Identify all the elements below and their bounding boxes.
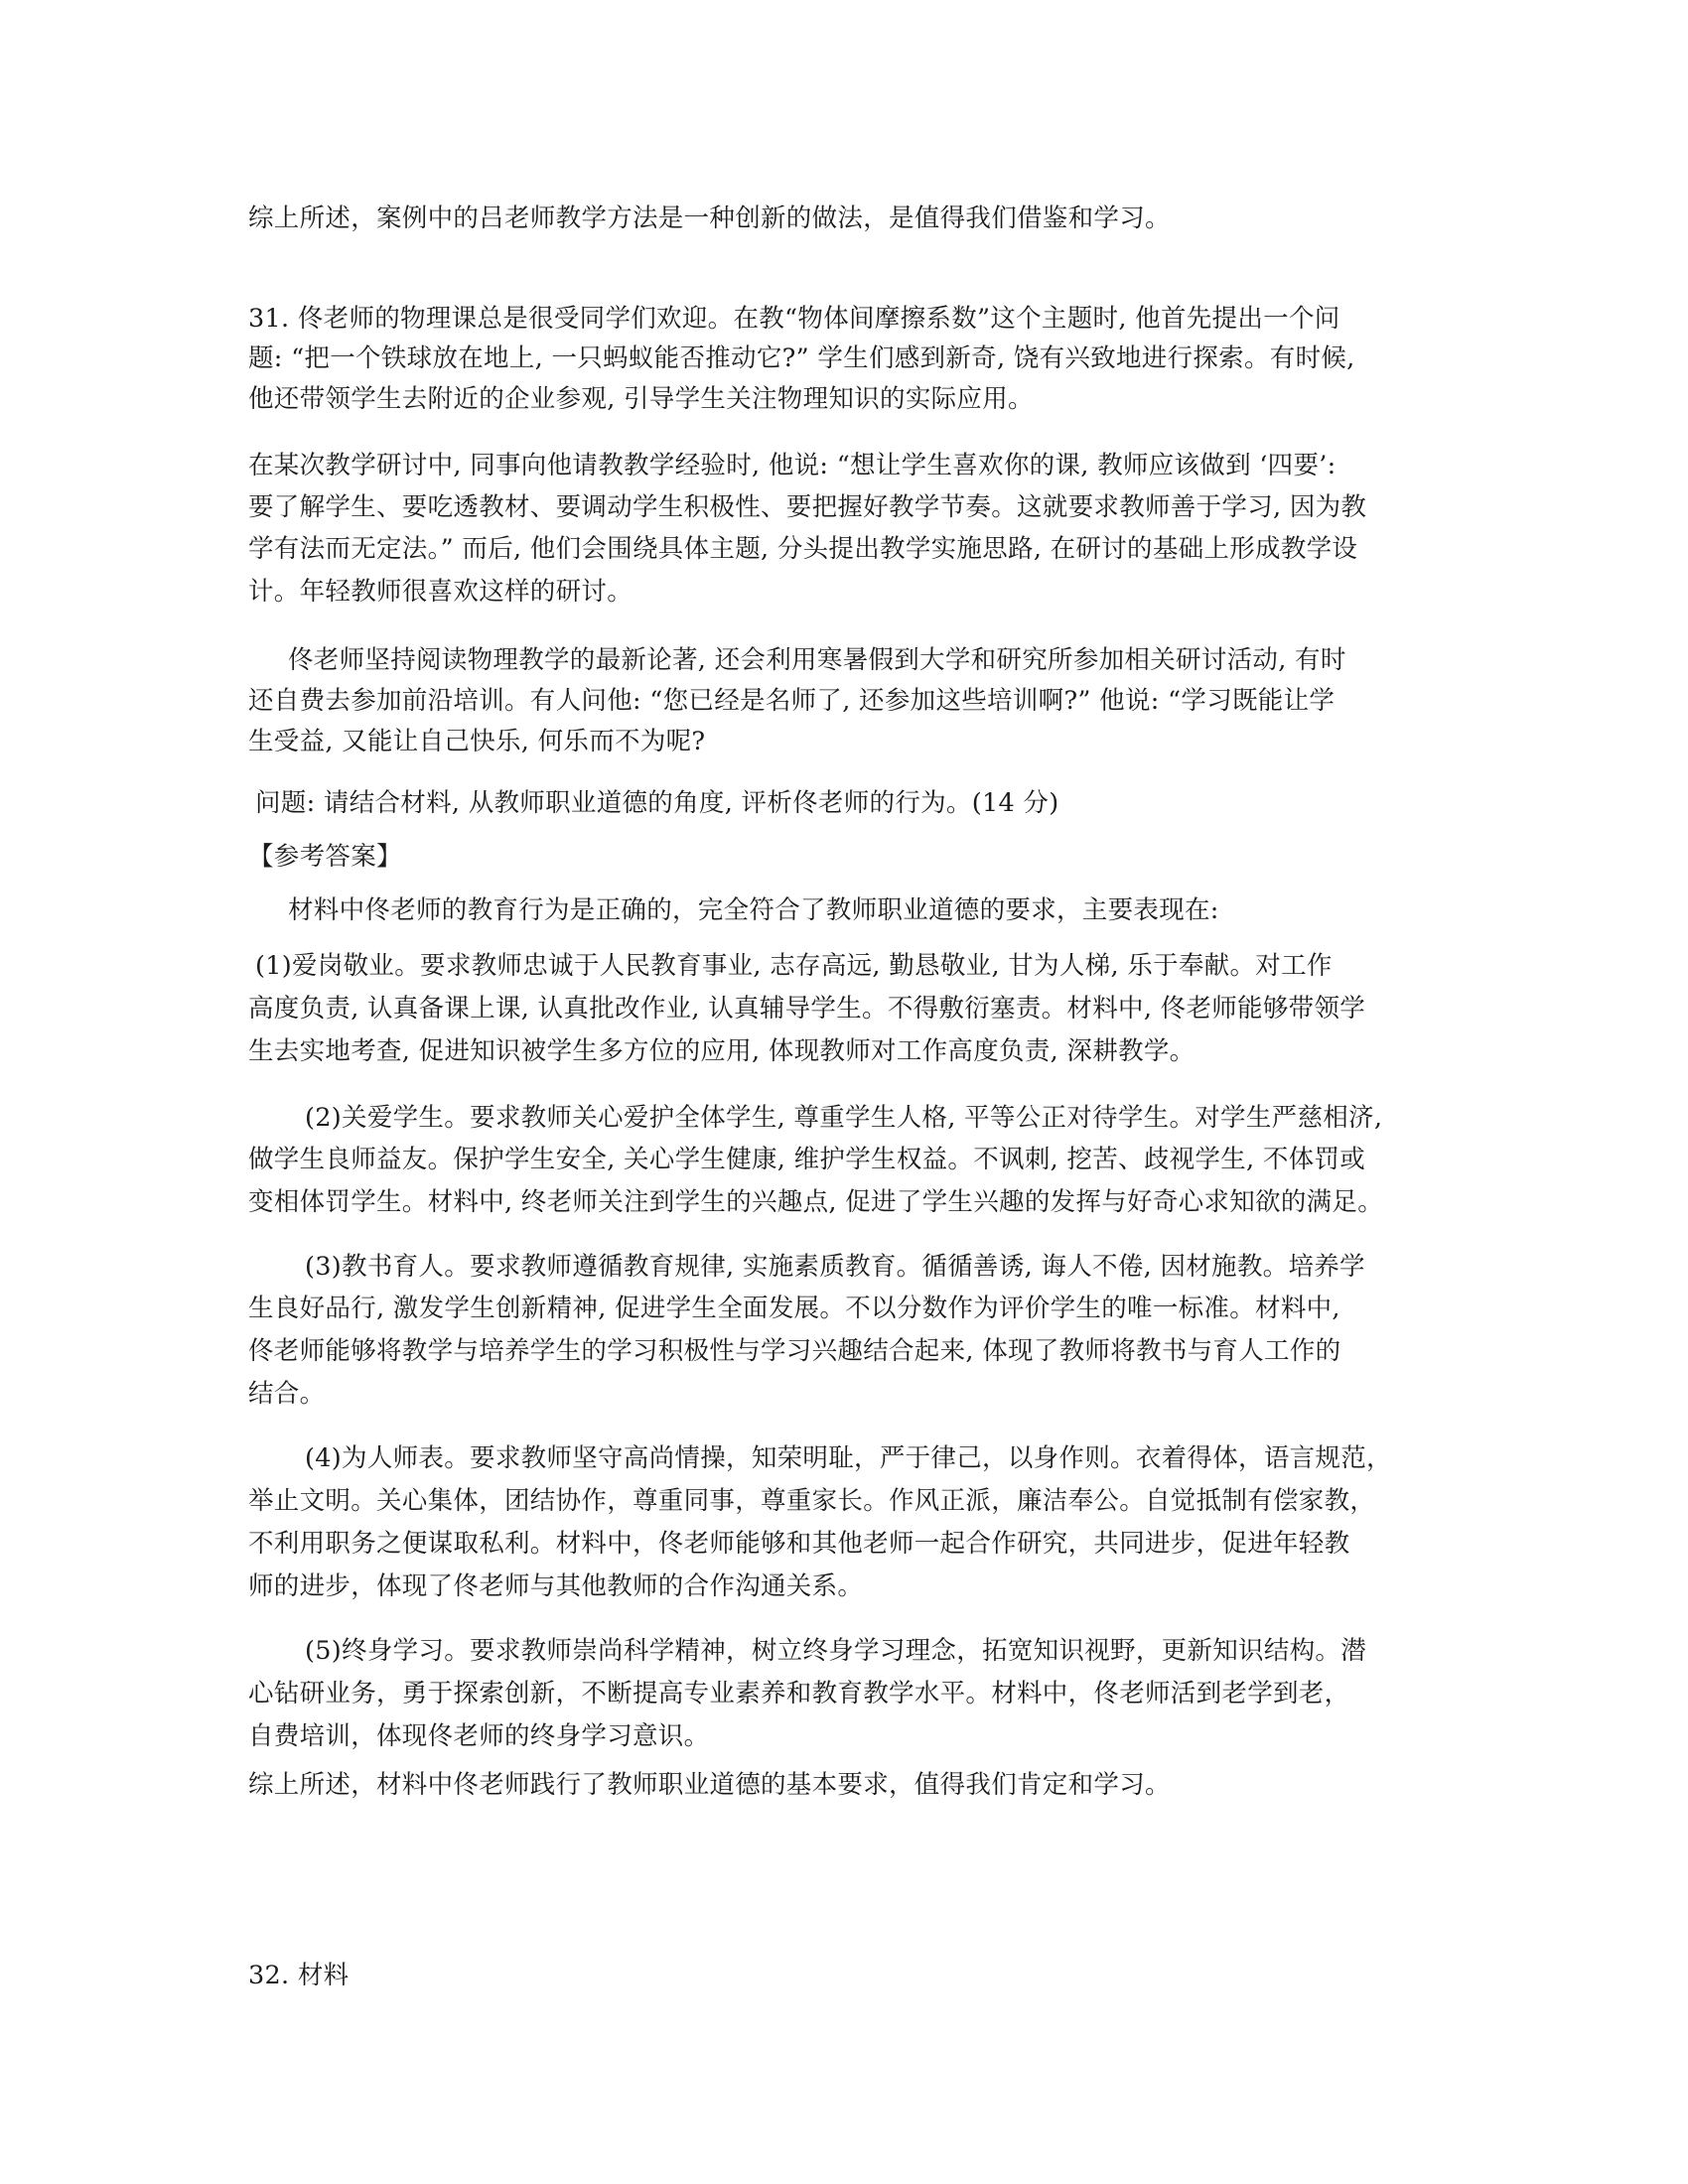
text-line: 要了解学生、要吃透教材、要调动学生积极性、要把握好教学节奏。这就要求教师善于学习, 因为教: [248, 492, 1367, 522]
text-line: 31. 佟老师的物理课总是很受同学们欢迎。在教“物体间摩擦系数”这个主题时, 他首先提出一个问: [248, 304, 1340, 334]
text-line: (2)关爱学生。要求教师关心爱护全体学生, 尊重学生人格, 平等公正对待学生。对学生严慈相济,: [305, 1103, 1383, 1133]
answer-heading: 【参考答案】: [248, 842, 402, 872]
text-line: 自费培训，体现佟老师的终身学习意识。: [248, 1721, 710, 1751]
text-line: 做学生良师益友。保护学生安全, 关心学生健康, 维护学生权益。不讽刺, 挖苦、歧视学生, 不体罚或: [248, 1145, 1366, 1174]
text-line: 还自费去参加前沿培训。有人问他: “您已经是名师了, 还参加这些培训啊?” 他说: “学习既能让学: [248, 686, 1336, 716]
question-32-heading: 32. 材料: [248, 1961, 350, 1990]
text-line: 在某次教学研讨中, 同事向他请教教学经验时, 他说: “想让学生喜欢你的课, 教师应该做到 ‘四要’:: [248, 451, 1336, 480]
text-line: 生受益, 又能让自己快乐, 何乐而不为呢?: [248, 727, 706, 756]
text-line: 计。年轻教师很喜欢这样的研讨。: [248, 577, 633, 607]
text-line: 师的进步，体现了佟老师与其他教师的合作沟通关系。: [248, 1571, 864, 1601]
text-line: 题: “把一个铁球放在地上, 一只蚂蚁能否推动它?” 学生们感到新奇, 饶有兴致地进行探索。有时候,: [248, 343, 1355, 373]
text-line: (5)终身学习。要求教师崇尚科学精神，树立终身学习理念，拓宽知识视野，更新知识结构。潜: [305, 1636, 1367, 1666]
answer-conclusion: 综上所述，材料中佟老师践行了教师职业道德的基本要求，值得我们肯定和学习。: [248, 1770, 1171, 1800]
previous-summary: 综上所述，案例中的吕老师教学方法是一种创新的做法，是值得我们借鉴和学习。: [248, 204, 1171, 233]
text-line: 结合。: [248, 1379, 326, 1409]
text-line: 变相体罚学生。材料中, 终老师关注到学生的兴趣点, 促进了学生兴趣的发挥与好奇心求知欲的满足。: [248, 1187, 1384, 1217]
text-line: 生去实地考查, 促进知识被学生多方位的应用, 体现教师对工作高度负责, 深耕教学。: [248, 1036, 1196, 1066]
text-line: 生良好品行, 激发学生创新精神, 促进学生全面发展。不以分数作为评价学生的唯一标准。材料中,: [248, 1294, 1340, 1323]
text-line: 不利用职务之便谋取私利。材料中，佟老师能够和其他老师一起合作研究，共同进步，促进年轻教: [248, 1529, 1350, 1559]
text-line: 心钻研业务，勇于探索创新，不断提高专业素养和教育教学水平。材料中，佟老师活到老学到老，: [248, 1679, 1350, 1708]
text-line: 学有法而无定法。” 而后, 他们会围绕具体主题, 分头提出教学实施思路, 在研讨的基础上形成教学设: [248, 534, 1358, 564]
text-line: (3)教书育人。要求教师遵循教育规律, 实施素质教育。循循善诱, 诲人不倦, 因材施教。培养学: [305, 1252, 1365, 1282]
text-line: 举止文明。关心集体，团结协作，尊重同事，尊重家长。作风正派，廉洁奉公。自觉抵制有偿家教，: [248, 1486, 1376, 1516]
text-line: 佟老师能够将教学与培养学生的学习积极性与学习兴趣结合起来, 体现了教师将教书与育人工作的: [248, 1336, 1341, 1366]
answer-intro: 材料中佟老师的教育行为是正确的，完全符合了教师职业道德的要求，主要表现在:: [288, 895, 1219, 925]
text-line: (1)爱岗敬业。要求教师忠诚于人民教育事业, 志存高远, 勤恳敬业, 甘为人梯, 乐于奉献。对工作: [255, 951, 1333, 981]
question-31-prompt: 问题: 请结合材料, 从教师职业道德的角度, 评析佟老师的行为。(14 分): [255, 788, 1059, 818]
text-line: 他还带领学生去附近的企业参观, 引导学生关注物理知识的实际应用。: [248, 384, 1034, 414]
text-line: 高度负责, 认真备课上课, 认真批改作业, 认真辅导学生。不得敷衍塞责。材料中, 佟老师能够带领学: [248, 994, 1366, 1024]
text-line: (4)为人师表。要求教师坚守高尚情操，知荣明耻，严于律己，以身作则。衣着得体，语言规范，: [305, 1443, 1392, 1473]
text-line: 佟老师坚持阅读物理教学的最新论著, 还会利用寒暑假到大学和研究所参加相关研讨活动, 有时: [288, 645, 1346, 675]
